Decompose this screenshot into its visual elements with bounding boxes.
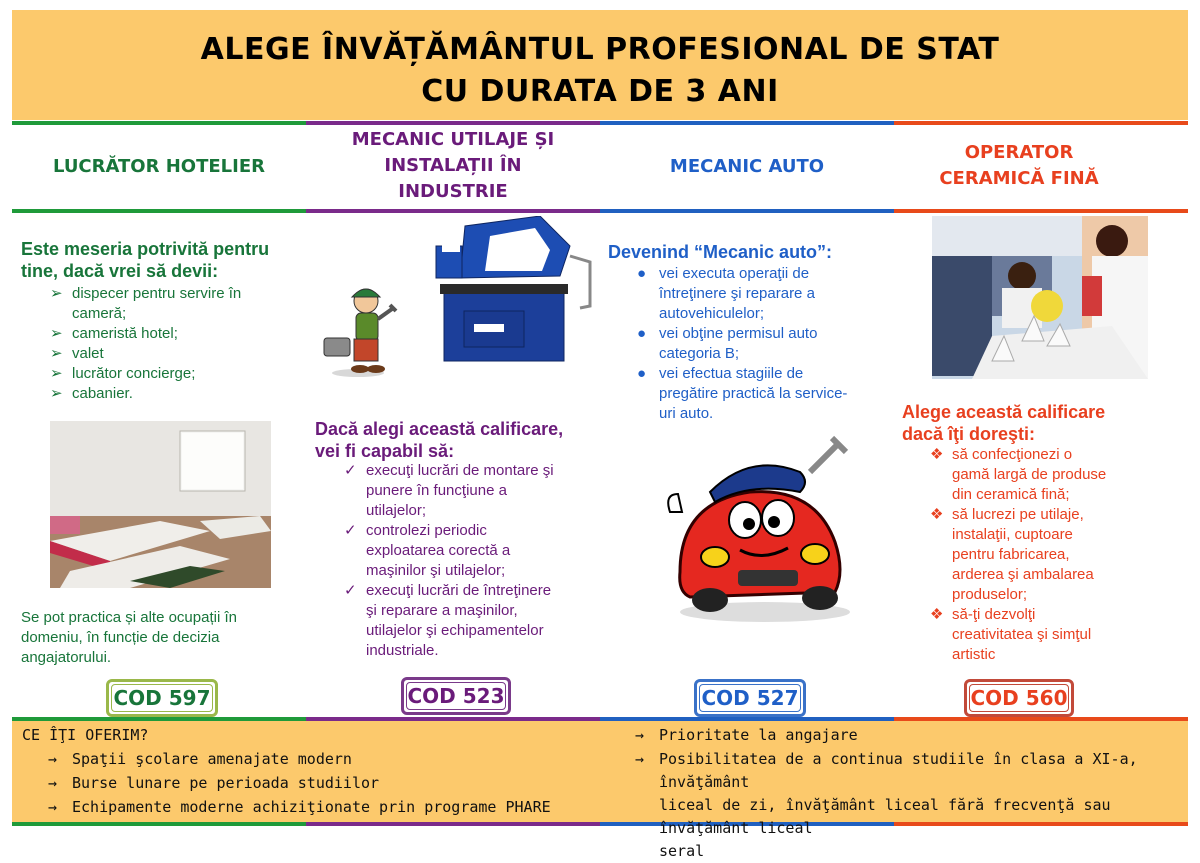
arrow-right-icon: → xyxy=(48,774,58,792)
list-item-continuation: arderea şi ambalarea xyxy=(952,566,1094,583)
footer-top-line-green xyxy=(12,717,306,721)
arrowhead-bullet-icon: ➢ xyxy=(50,325,63,342)
footer-bottom-line-purple xyxy=(306,822,600,826)
code-badge-560: COD 560 xyxy=(964,679,1074,717)
list-item: ❖ să confecţionezi o xyxy=(930,446,1073,463)
header-top-line-blue xyxy=(600,121,894,125)
list-item-continuation: categoria B; xyxy=(659,345,740,362)
list-item-continuation: uri auto. xyxy=(659,405,714,422)
col2-list xyxy=(344,461,554,661)
footer-bottom-line-green xyxy=(12,822,306,826)
diamond-bullet-icon: ❖ xyxy=(930,506,944,523)
list-item-continuation: artistic xyxy=(952,646,996,663)
list-item-continuation: creativitatea şi simţul xyxy=(952,626,1092,643)
list-item: ➢ dispecer pentru servire în xyxy=(50,285,242,302)
list-item-continuation: utilajelor şi echipamentelor xyxy=(366,622,544,639)
diamond-bullet-icon: ❖ xyxy=(930,446,944,463)
col1-title: LUCRĂTOR HOTELIER xyxy=(52,156,266,177)
col2-title: MECANIC UTILAJE ȘI INSTALAȚII ÎN INDUSTRIE xyxy=(351,129,555,202)
diamond-bullet-icon: ❖ xyxy=(930,606,944,623)
cartoon-car-illustration xyxy=(650,432,860,627)
list-item-continuation: industriale. xyxy=(366,642,439,659)
footer-left-item: → Burse lunare pe perioada studiilor xyxy=(72,772,379,795)
arrowhead-bullet-icon: ➢ xyxy=(50,365,63,382)
col3-title: MECANIC AUTO xyxy=(669,156,825,177)
list-item-continuation: utilajelor; xyxy=(366,502,427,519)
col1-list xyxy=(50,284,242,404)
dot-bullet-icon: ● xyxy=(637,365,647,382)
list-item: ❖ să-ţi dezvolţi xyxy=(930,606,1036,623)
list-item-continuation: exploatarea corectă a xyxy=(366,542,511,559)
list-item-continuation: gamă largă de produse xyxy=(952,466,1107,483)
list-item-continuation: produselor; xyxy=(952,586,1028,603)
list-item-continuation: autovehiculelor; xyxy=(659,305,765,322)
code-badge-523: COD 523 xyxy=(401,677,511,715)
list-item: ● vei obţine permisul auto xyxy=(637,325,818,342)
list-item-continuation: punere în funcţiune a xyxy=(366,482,507,499)
list-item: ✓ execuţi lucrări de montare şi xyxy=(344,462,554,479)
arrow-right-icon: → xyxy=(635,726,645,744)
list-item: ✓ execuţi lucrări de întreţinere xyxy=(344,582,552,599)
title-banner xyxy=(12,10,1188,120)
hotel-room-photo xyxy=(50,421,271,588)
header-bottom-line-red xyxy=(894,209,1188,213)
dot-bullet-icon: ● xyxy=(637,265,647,282)
footer-left-item: → Echipamente moderne achiziţionate prin programe PHARE xyxy=(72,796,551,819)
col4-title: OPERATOR CERAMICĂ FINĂ xyxy=(939,142,1099,189)
list-item-continuation: întreţinere şi reparare a xyxy=(659,285,815,302)
list-item: ● vei efectua stagiile de xyxy=(637,365,804,382)
checkmark-bullet-icon: ✓ xyxy=(344,582,357,599)
footer-right-item: → Prioritate la angajare xyxy=(659,724,858,747)
header-top-line-green xyxy=(12,121,306,125)
list-item: ➢ lucrător concierge; xyxy=(50,365,196,382)
checkmark-bullet-icon: ✓ xyxy=(344,462,357,479)
dot-bullet-icon: ● xyxy=(637,325,647,342)
mechanic-cartoon-illustration xyxy=(318,283,400,378)
banner-title-line-2: CU DURATA DE 3 ANI xyxy=(421,74,779,109)
list-item-continuation: pregătire practică la service- xyxy=(659,385,848,402)
header-bottom-line-purple xyxy=(306,209,600,213)
band-saw-machine-photo xyxy=(430,216,595,364)
code-badge-527: COD 527 xyxy=(694,679,806,717)
footer-top-line-blue xyxy=(600,717,894,721)
arrow-right-icon: → xyxy=(48,750,58,768)
list-item: ✓ controlezi periodic xyxy=(344,522,487,539)
arrow-right-icon: → xyxy=(635,750,645,768)
list-item-continuation: cameră; xyxy=(72,305,127,322)
col2-lead: Dacă alegi această calificare, vei fi capabil să: xyxy=(315,419,564,461)
header-top-line-red xyxy=(894,121,1188,125)
footer-heading: CE ÎŢI OFERIM? xyxy=(22,726,149,744)
code-badge-597: COD 597 xyxy=(106,679,218,717)
header-bottom-line-blue xyxy=(600,209,894,213)
list-item-continuation: instalaţii, cuptoare xyxy=(952,526,1073,543)
col1-lead: Este meseria potrivită pentru tine, dacă vrei să devii: xyxy=(21,239,270,281)
arrowhead-bullet-icon: ➢ xyxy=(50,345,63,362)
header-top-line-purple xyxy=(306,121,600,125)
list-item: ● vei executa operaţii de xyxy=(637,265,810,282)
arrow-right-icon: → xyxy=(48,798,58,816)
checkmark-bullet-icon: ✓ xyxy=(344,522,357,539)
footer-top-line-red xyxy=(894,717,1188,721)
list-item-continuation: pentru fabricarea, xyxy=(952,546,1070,563)
banner-title-line-1: ALEGE ÎNVĂȚĂMÂNTUL PROFESIONAL DE STAT xyxy=(200,32,1000,67)
col3-lead: Devenind “Mecanic auto”: xyxy=(608,242,833,262)
arrowhead-bullet-icon: ➢ xyxy=(50,385,63,402)
footer-left-item: → Spaţii şcolare amenajate modern xyxy=(72,748,352,771)
list-item: ➢ cabanier. xyxy=(50,385,133,402)
list-item-continuation: maşinilor şi utilajelor; xyxy=(366,562,506,579)
arrowhead-bullet-icon: ➢ xyxy=(50,285,63,302)
footer-top-line-purple xyxy=(306,717,600,721)
col4-lead: Alege această calificare dacă îţi doreşti: xyxy=(902,402,1106,444)
col3-list xyxy=(637,264,848,424)
list-item: ➢ valet xyxy=(50,345,104,362)
footer-right-item: → Posibilitatea de a continua studiile în clasa a XI-a, învăţământ liceal de zi, învăţământ liceal fără frecvenţă sau învăţământ liceal seral xyxy=(635,750,1138,860)
list-item-continuation: şi reparare a maşinilor, xyxy=(366,602,518,619)
col4-list xyxy=(930,445,1107,665)
list-item-continuation: din ceramică fină; xyxy=(952,486,1070,503)
col1-note: Se pot practica și alte ocupații în domeniu, în funcție de decizia angajatorului. xyxy=(21,609,237,666)
list-item: ❖ să lucrezi pe utilaje, xyxy=(930,506,1084,523)
list-item: ➢ cameristă hotel; xyxy=(50,325,178,342)
ceramics-class-photo xyxy=(932,216,1148,379)
header-bottom-line-green xyxy=(12,209,306,213)
